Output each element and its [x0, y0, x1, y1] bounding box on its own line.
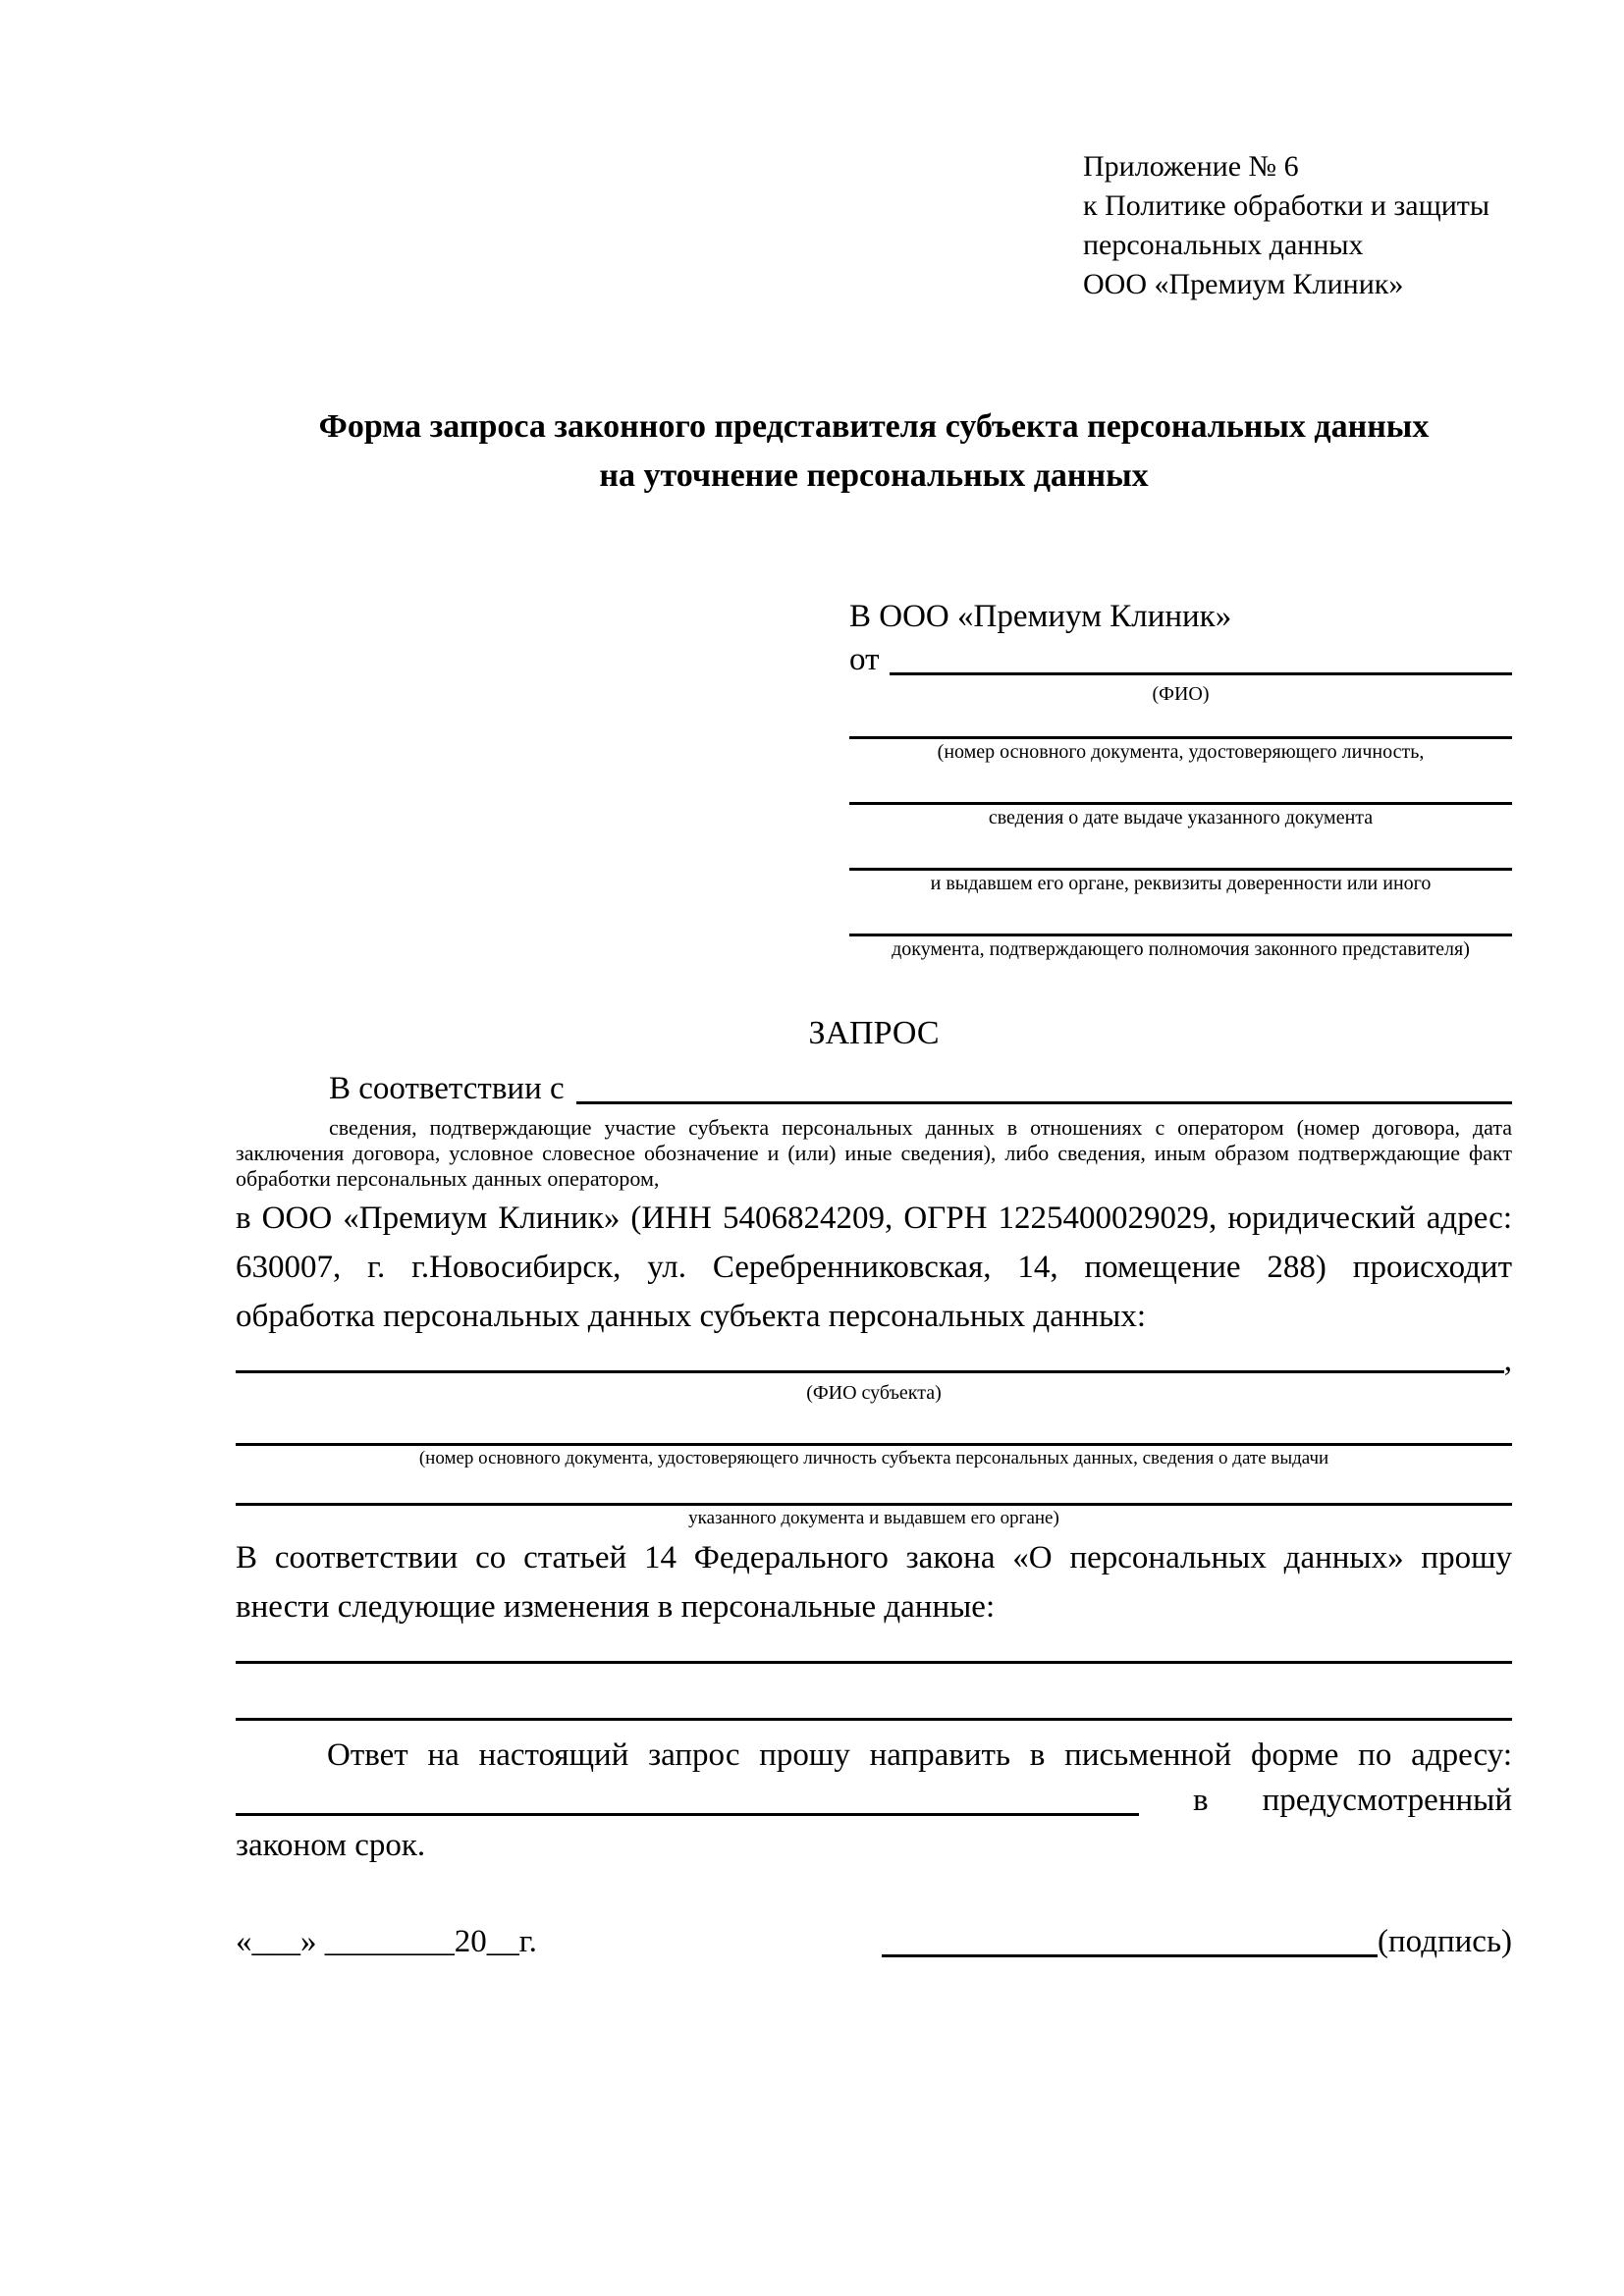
intro-label: В соответствии с: [329, 1071, 565, 1106]
request-heading: ЗАПРОС: [808, 1015, 940, 1051]
answer-word: в: [1193, 1783, 1209, 1818]
answer-paragraph-line3: законом срок.: [236, 1828, 426, 1863]
answer-paragraph-line2: [236, 1778, 1512, 1823]
addressee-block: [849, 595, 1512, 960]
line-caption: (номер основного документа, удостоверяющего личность субъекта персональных данных, сведения о дате выдачи: [418, 1448, 1329, 1468]
date-blank: «___» ________20__г.: [236, 1924, 537, 1959]
operator-paragraph: в ООО «Премиум Клиник» (ИНН 5406824209, ОГРН 1225400029029, юридический адрес: 630007, г. г.Новосибирск, ул. Серебренниковская, 14, помещение 288) происходит обработка персональных данных субъекта персональных данных:: [236, 1201, 1512, 1334]
signature-area: [882, 1919, 1512, 1964]
blank-line-power-of-attorney: [849, 894, 1512, 936]
blank-line-document-number: [849, 705, 1512, 739]
blank-line-fio: [890, 638, 1513, 675]
line-caption: указанного документа и выдавшем его органе): [688, 1508, 1059, 1528]
document-title-line2: на уточнение персональных данных: [599, 457, 1149, 494]
answer-word: предусмотренный: [1262, 1783, 1512, 1818]
article-paragraph: В соответствии со статьей 14 Федерального закона «О персональных данных» прошу внести следующие изменения в персональные данные:: [236, 1540, 1512, 1625]
footer-row: [236, 1919, 1512, 1964]
signature-caption: (подпись): [1378, 1924, 1512, 1959]
appendix-header: [1083, 147, 1512, 304]
appendix-line: Приложение № 6: [1083, 150, 1299, 183]
answer-paragraph-line1: Ответ на настоящий запрос прошу направить в письменной форме по адресу:: [327, 1737, 1512, 1773]
blank-line-address: [236, 1813, 1139, 1816]
appendix-line: персональных данных: [1083, 229, 1364, 261]
line-caption: и выдавшем его органе, реквизиты доверенности или иного: [930, 873, 1432, 894]
subject-fio-caption: (ФИО субъекта): [806, 1382, 942, 1404]
blank-line-subject-fio: [236, 1370, 1504, 1373]
fio-caption: (ФИО): [1152, 683, 1210, 705]
blank-line-issue-date: [849, 763, 1512, 805]
paragraph-indent: [236, 1066, 329, 1111]
appendix-line: к Политике обработки и защиты: [1083, 189, 1490, 222]
blank-line-signature: [882, 1954, 1378, 1957]
blank-line-basis: [576, 1066, 1512, 1104]
addressee-from-row: [849, 638, 1512, 681]
blank-line-subject-document2: [236, 1469, 1512, 1506]
document-title: [236, 402, 1512, 501]
subject-fio-row: [236, 1341, 1512, 1380]
appendix-line: ООО «Премиум Клиник»: [1083, 268, 1404, 300]
line-caption: документа, подтверждающего полномочия законного представителя): [892, 938, 1470, 960]
from-label: от: [849, 642, 880, 677]
trailing-comma: ,: [1503, 1343, 1512, 1378]
intro-fine-print: сведения, подтверждающие участие субъекта персональных данных в отношениях с оператором (номер договора, дата заключения договора, условное словесное обозначение и (или) иные сведения), либо сведения, иным образом подтверждающие факт обработки персональных данных оператором,: [236, 1115, 1512, 1191]
blank-line-changes-2: [236, 1664, 1512, 1721]
blank-line-issuing-authority: [849, 828, 1512, 871]
intro-row: [236, 1066, 1512, 1111]
addressee-to: В ООО «Премиум Клиник»: [849, 599, 1232, 634]
blank-line-subject-document: [236, 1404, 1512, 1446]
document-title-line1: Форма запроса законного представителя субъекта персональных данных: [318, 408, 1430, 445]
line-caption: (номер основного документа, удостоверяющего личность,: [937, 741, 1425, 763]
blank-line-changes-1: [236, 1631, 1512, 1664]
line-caption: сведения о дате выдаче указанного документа: [988, 807, 1374, 828]
